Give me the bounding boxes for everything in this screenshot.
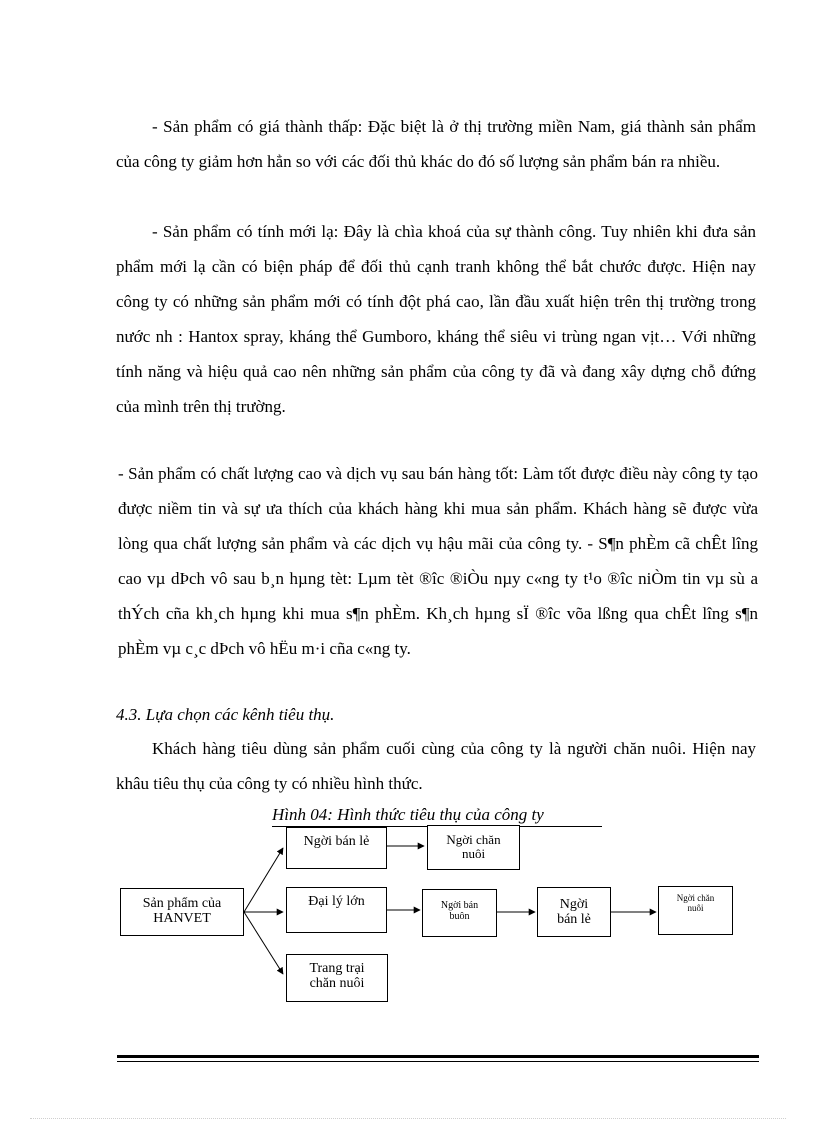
node-retailer: Ngời bán lẻ [286,827,387,869]
footer-rule-thin [117,1061,759,1062]
paragraph-channels: Khách hàng tiêu dùng sản phẩm cuối cùng của công ty là người chăn nuôi. Hiện nay khâu tiêu thụ của công ty có nhiều hình thức. [116,739,756,793]
page-bottom-border [30,1118,786,1119]
paragraph-low-price: - Sản phẩm có giá thành thấp: Đặc biệt là ở thị trường miền Nam, giá thành sản phẩm của công ty giảm hơn hẳn so với các đối thủ khác do đó số lượng sản phẩm bán ra nhiều. [116,117,756,171]
node-farmer: Ngời chăn nuôi [427,825,520,870]
arrow-to-farm [244,912,283,974]
node-large-agent: Đại lý lớn [286,887,387,933]
paragraph-quality: - Sản phẩm có chất lượng cao và dịch vụ sau bán hàng tốt: Làm tốt được điều này công ty tạo được niềm tin và sự ưa thích của khách hàng khi mua sản phẩm. Khách hàng sẽ được vừa lòng qua chất lượng sản phẩm và các dịch vụ hậu mãi của công ty. - S¶n phÈm cã chÊt lîng cao vµ dÞch vô sau b¸n hµng tèt: Lµm tèt ®îc ®iÒu nµy c«ng ty t¹o ®îc niÒm tin vµ sù a thÝch cña kh¸ch hµng khi mua s¶n phÈm. Kh¸ch hµng sÏ ®îc võa lßng qua chÊt lîng s¶n phÈm vµ c¸c dÞch vô hËu m·i cña c«ng ty. [118,464,758,658]
node-retailer-2: Ngời bán lẻ [537,887,611,937]
arrow-to-retailer [244,848,283,912]
node-wholesaler: Ngời bán buôn [422,889,497,937]
node-hanvet-product: Sản phẩm của HANVET [120,888,244,936]
paragraph-novelty: - Sản phẩm có tính mới lạ: Đây là chìa khoá của sự thành công. Tuy nhiên khi đưa sản phẩm mới lạ cần có biện pháp để đối thủ cạnh tranh không thể bắt chước được. Hiện nay công ty có những sản phẩm mới có tính đột phá cao, lần đầu xuất hiện trên thị trường trong nước nh : Hantox spray, kháng thể Gumboro, kháng thể siêu vi trùng ngan vịt… Với những tính năng và hiệu quả cao nên những sản phẩm của công ty đã và đang xây dựng chỗ đứng của mình trên thị trường. [116,222,756,416]
figure-caption: Hình 04: Hình thức tiêu thụ của công ty [272,805,544,824]
footer-rule-thick [117,1055,759,1058]
node-farmer-2: Ngời chăn nuôi [658,886,733,935]
node-livestock-farm: Trang trại chăn nuôi [286,954,388,1002]
section-heading: 4.3. Lựa chọn các kênh tiêu thụ. [116,705,335,724]
